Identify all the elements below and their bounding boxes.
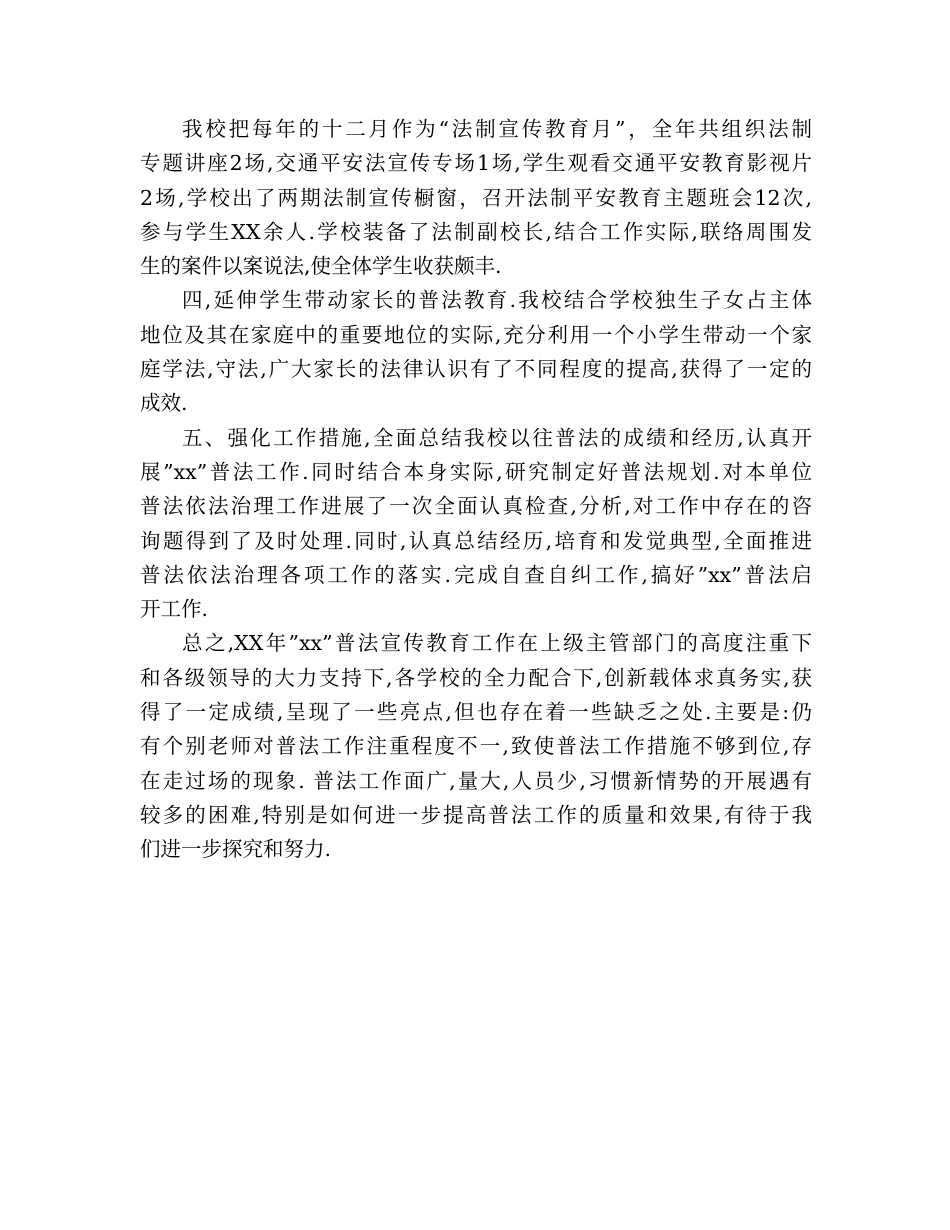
paragraph-summary bbox=[140, 626, 812, 866]
paragraph-work-measures bbox=[140, 421, 812, 627]
text-line: 有个别老师对普法工作注重程度不一,致使普法工作措施不够到位,存 bbox=[140, 734, 812, 759]
text-line: 在走过场的现象. 普法工作面广,量大,人员少,习惯新情势的开展遇有 bbox=[140, 768, 812, 793]
text-line: 开工作. bbox=[140, 597, 209, 622]
text-line: 庭学法,守法,广大家长的法律认识有了不同程度的提高,获得了一定的 bbox=[140, 357, 812, 382]
text-line: 四,延伸学生带动家长的普法教育.我校结合学校独生子女占主体 bbox=[182, 288, 812, 313]
paragraph-parents-education bbox=[140, 283, 812, 420]
text-line: 我校把每年的十二月作为“法制宣传教育月”，全年共组织法制 bbox=[182, 117, 812, 141]
text-line: 地位及其在家庭中的重要地位的实际,充分利用一个小学生带动一个家 bbox=[140, 322, 812, 347]
text-line: 生的案件以案说法,使全体学生收获颇丰. bbox=[140, 254, 502, 279]
text-line: 五、强化工作措施,全面总结我校以往普法的成绩和经历,认真开 bbox=[182, 425, 812, 450]
text-line: 和各级领导的大力支持下,各学校的全力配合下,创新载体求真务实,获 bbox=[140, 665, 812, 690]
text-line: 总之,XX年”xx”普法宣传教育工作在上级主管部门的高度注重下 bbox=[182, 631, 812, 656]
text-line: 们进一步探究和努力. bbox=[140, 837, 332, 862]
text-line: 参与学生XX余人.学校装备了法制副校长,结合工作实际,联络周围发 bbox=[140, 219, 812, 244]
text-line: 专题讲座2场,交通平安法宣传专场1场,学生观看交通平安教育影视片 bbox=[140, 151, 812, 176]
text-line: 成效. bbox=[140, 391, 188, 416]
paragraph-legal-month bbox=[140, 112, 812, 283]
text-line: 询题得到了及时处理.同时,认真总结经历,培育和发觉典型,全面推进 bbox=[140, 528, 812, 553]
text-line: 普法依法治理各项工作的落实.完成自查自纠工作,搞好”xx”普法启 bbox=[140, 562, 812, 587]
text-line: 较多的困难,特别是如何进一步提高普法工作的质量和效果,有待于我 bbox=[140, 802, 812, 827]
text-line: 得了一定成绩,呈现了一些亮点,但也存在着一些缺乏之处.主要是:仍 bbox=[140, 700, 812, 725]
text-line: 2场,学校出了两期法制宣传橱窗，召开法制平安教育主题班会12次, bbox=[140, 185, 812, 210]
document-body bbox=[140, 112, 812, 867]
text-line: 展”xx”普法工作.同时结合本身实际,研究制定好普法规划.对本单位 bbox=[140, 459, 812, 484]
text-line: 普法依法治理工作进展了一次全面认真检查,分析,对工作中存在的咨 bbox=[140, 494, 812, 519]
